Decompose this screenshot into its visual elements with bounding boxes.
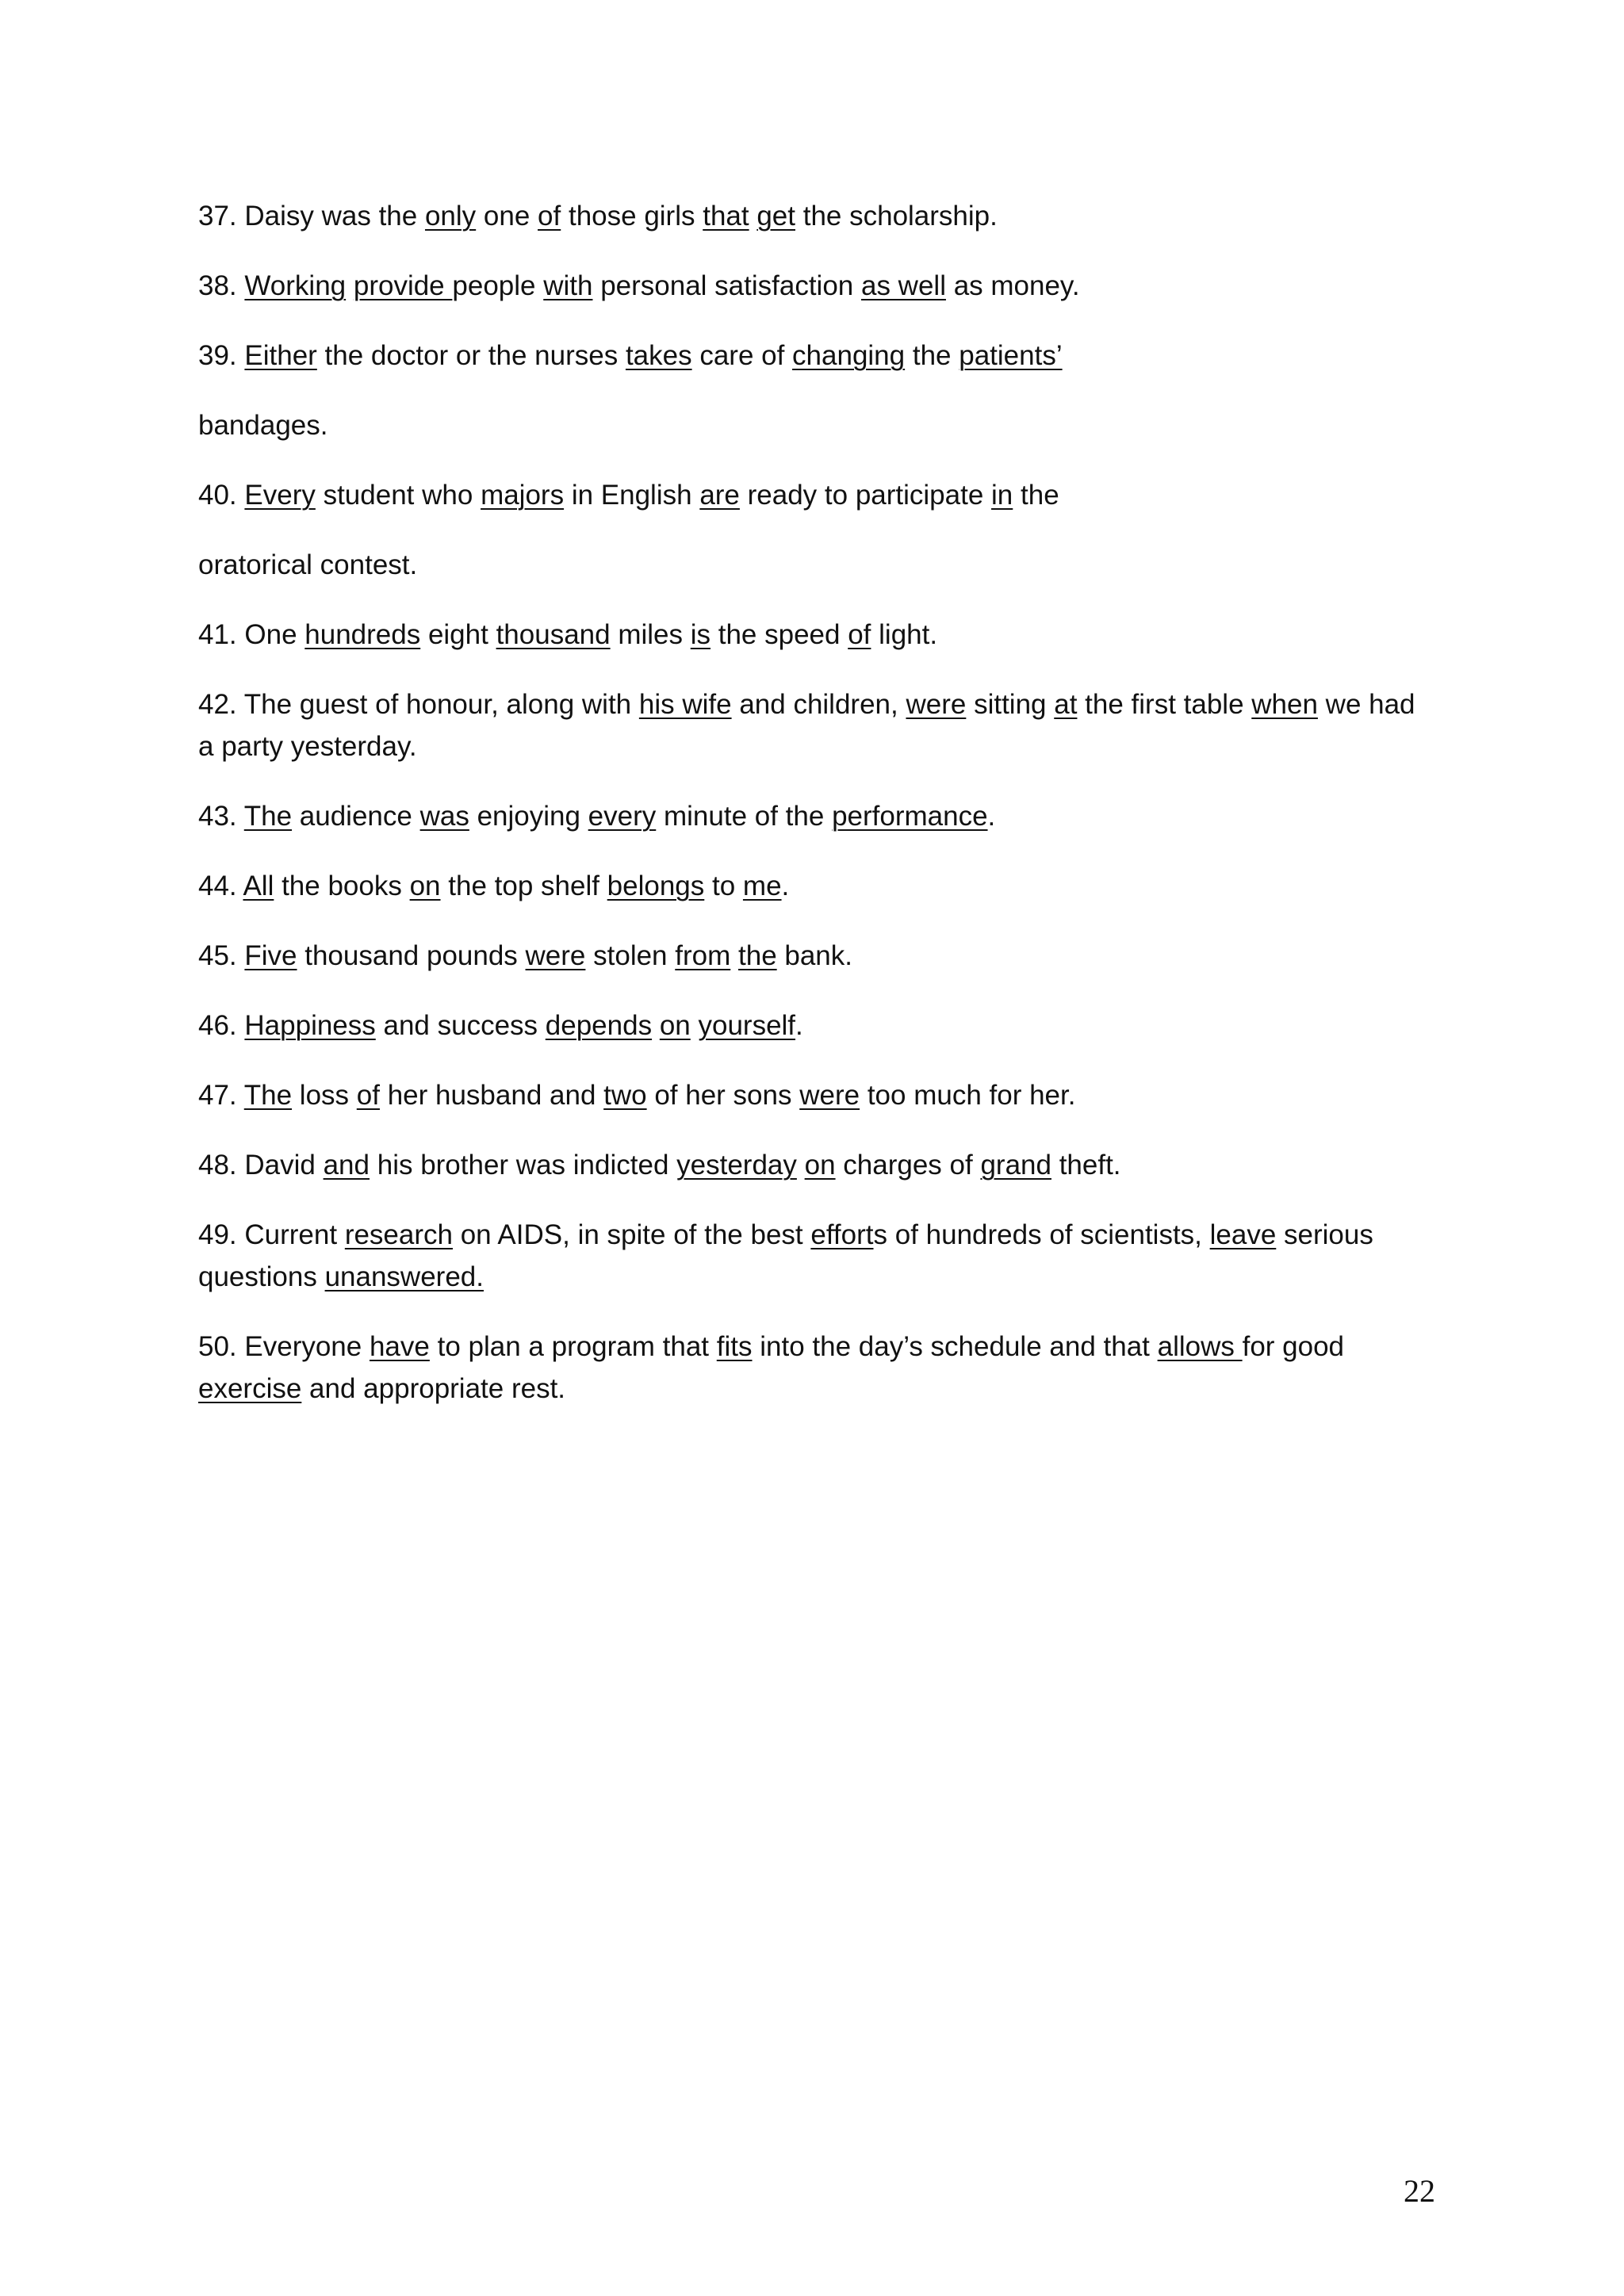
text-segment — [749, 201, 757, 232]
underlined-word: and — [323, 1150, 370, 1181]
underlined-word: changing — [792, 340, 906, 371]
text-segment: s of hundreds of scientists, — [873, 1219, 1210, 1250]
exercise-paragraph-p40a — [198, 474, 1435, 516]
text-segment: student who — [315, 480, 481, 511]
text-segment: sitting — [966, 689, 1055, 720]
text-segment: eight — [420, 619, 496, 650]
text-segment: miles — [610, 619, 691, 650]
page-number: 22 — [1404, 2173, 1435, 2209]
text-segment: loss — [292, 1080, 357, 1111]
underlined-word: only — [424, 201, 477, 232]
text-segment: charges of — [835, 1150, 981, 1181]
text-segment: people — [452, 270, 544, 301]
underlined-word: yourself — [698, 1010, 796, 1041]
text-segment — [652, 1010, 660, 1041]
exercise-paragraph-p41 — [198, 614, 1435, 656]
underlined-word: his wife — [638, 689, 732, 720]
underlined-word: Happiness — [244, 1010, 376, 1041]
text-segment: stolen — [585, 940, 676, 971]
underlined-word: hundreds — [304, 619, 421, 650]
underlined-word: belongs — [607, 871, 705, 901]
text-segment: the top shelf — [440, 871, 607, 901]
underlined-word: with — [543, 270, 593, 301]
underlined-word: effort — [810, 1219, 874, 1250]
underlined-word: every — [588, 801, 657, 832]
underlined-word: research — [344, 1219, 453, 1250]
underlined-word: leave — [1209, 1219, 1277, 1250]
text-segment: 48. David — [198, 1150, 324, 1181]
exercise-paragraph-p50 — [198, 1326, 1435, 1410]
text-segment: 50. Everyone — [198, 1331, 370, 1362]
underlined-word: were — [799, 1080, 860, 1111]
text-segment: those girls — [561, 201, 703, 232]
underlined-word: allows — [1157, 1331, 1243, 1362]
underlined-word: All — [243, 871, 274, 901]
text-segment: audience — [292, 801, 420, 832]
text-segment: 40. — [198, 480, 245, 511]
text-segment: the scholarship. — [795, 201, 998, 232]
underlined-word: were — [525, 940, 586, 971]
text-segment: ready to participate — [739, 480, 992, 511]
underlined-word: Five — [244, 940, 297, 971]
underlined-word: thousand — [496, 619, 611, 650]
underlined-word: is — [690, 619, 711, 650]
underlined-word: grand — [980, 1150, 1051, 1181]
underlined-word: the — [738, 940, 777, 971]
underlined-word: Working — [244, 270, 347, 301]
text-segment: 37. Daisy was the — [198, 201, 425, 232]
underlined-word: at — [1054, 689, 1078, 720]
text-segment: 47. — [198, 1080, 244, 1111]
text-segment: her husband and — [379, 1080, 604, 1111]
text-segment: the — [905, 340, 959, 371]
exercise-list — [198, 195, 1435, 1410]
text-segment: 38. — [198, 270, 245, 301]
text-segment: of her sons — [646, 1080, 800, 1111]
exercise-paragraph-p39b — [198, 404, 1435, 446]
underlined-word: get — [756, 201, 795, 232]
exercise-paragraph-p42 — [198, 683, 1435, 767]
text-segment: and children, — [731, 689, 906, 720]
exercise-paragraph-p45 — [198, 935, 1435, 977]
exercise-paragraph-p49 — [198, 1214, 1435, 1298]
underlined-word: of — [356, 1080, 380, 1111]
text-segment: 41. One — [198, 619, 305, 650]
exercise-paragraph-p46 — [198, 1004, 1435, 1047]
text-segment: on AIDS, in spite of the best — [452, 1219, 811, 1250]
text-segment: 46. — [198, 1010, 245, 1041]
underlined-word: takes — [625, 340, 692, 371]
underlined-word: The — [243, 1080, 293, 1111]
underlined-word: when — [1251, 689, 1318, 720]
text-segment: the first table — [1077, 689, 1252, 720]
underlined-word: Either — [244, 340, 317, 371]
text-segment: thousand pounds — [297, 940, 526, 971]
text-segment: into the day’s schedule and that — [752, 1331, 1158, 1362]
text-segment: bandages. — [198, 410, 328, 441]
exercise-paragraph-p37 — [198, 195, 1435, 237]
exercise-paragraph-p48 — [198, 1144, 1435, 1186]
underlined-word: on — [409, 871, 441, 901]
text-segment — [730, 940, 738, 971]
text-segment: too much for her. — [860, 1080, 1076, 1111]
underlined-word: have — [369, 1331, 430, 1362]
text-segment: 43. — [198, 801, 244, 832]
text-segment: oratorical contest. — [198, 549, 418, 580]
underlined-word: The — [243, 801, 293, 832]
text-segment: 42. The guest of honour, along with — [198, 689, 639, 720]
exercise-paragraph-p43 — [198, 795, 1435, 837]
underlined-word: on — [659, 1010, 691, 1041]
text-segment: the speed — [710, 619, 848, 650]
text-segment: the doctor or the nurses — [316, 340, 626, 371]
underlined-word: Every — [244, 480, 316, 511]
underlined-word: two — [603, 1080, 647, 1111]
exercise-paragraph-p40b — [198, 544, 1435, 586]
underlined-word: of — [538, 201, 561, 232]
text-segment: his brother was indicted — [370, 1150, 677, 1181]
underlined-word: in — [991, 480, 1013, 511]
text-segment: the books — [274, 871, 410, 901]
exercise-paragraph-p47 — [198, 1074, 1435, 1116]
underlined-word: provide — [353, 270, 453, 301]
text-segment: serious questions — [198, 1219, 1373, 1292]
text-segment: the — [1013, 480, 1059, 511]
text-segment: 44. — [198, 871, 243, 901]
text-segment: 45. — [198, 940, 245, 971]
text-segment: theft. — [1051, 1150, 1121, 1181]
text-segment: as money. — [945, 270, 1080, 301]
exercise-paragraph-p38 — [198, 265, 1435, 307]
text-segment: . — [781, 871, 790, 901]
underlined-word: on — [804, 1150, 836, 1181]
text-segment: . — [987, 801, 996, 832]
underlined-word: of — [848, 619, 871, 650]
text-segment: one — [476, 201, 538, 232]
underlined-word: exercise — [198, 1373, 302, 1404]
text-segment: and success — [375, 1010, 546, 1041]
underlined-word: as well — [860, 270, 946, 301]
underlined-word: that — [703, 201, 749, 232]
underlined-word: depends — [545, 1010, 653, 1041]
text-segment: 49. Current — [198, 1219, 345, 1250]
text-segment: bank. — [776, 940, 853, 971]
text-segment: in English — [564, 480, 700, 511]
text-segment: to — [704, 871, 743, 901]
underlined-word: from — [675, 940, 731, 971]
underlined-word: patients’ — [959, 340, 1063, 371]
underlined-word: performance — [832, 801, 988, 832]
text-segment — [797, 1150, 805, 1181]
text-segment: light. — [871, 619, 938, 650]
text-segment: we had a party yesterday. — [198, 689, 1415, 762]
text-segment: enjoying — [469, 801, 588, 832]
underlined-word: fits — [716, 1331, 753, 1362]
text-segment: and appropriate rest. — [301, 1373, 566, 1404]
exercise-paragraph-p44 — [198, 865, 1435, 907]
underlined-word: majors — [481, 480, 565, 511]
text-segment: for good — [1242, 1331, 1345, 1362]
text-segment: minute of the — [656, 801, 833, 832]
text-segment: personal satisfaction — [592, 270, 861, 301]
exercise-paragraph-p39a — [198, 335, 1435, 377]
underlined-word: me — [742, 871, 782, 901]
underlined-word: are — [699, 480, 740, 511]
text-segment: to plan a program that — [429, 1331, 717, 1362]
underlined-word: was — [419, 801, 469, 832]
underlined-word: unanswered. — [324, 1261, 484, 1292]
text-segment: care of — [691, 340, 793, 371]
underlined-word: yesterday — [676, 1150, 797, 1181]
text-segment: 39. — [198, 340, 245, 371]
text-segment — [346, 270, 354, 301]
text-segment: . — [795, 1010, 803, 1041]
underlined-word: were — [906, 689, 967, 720]
